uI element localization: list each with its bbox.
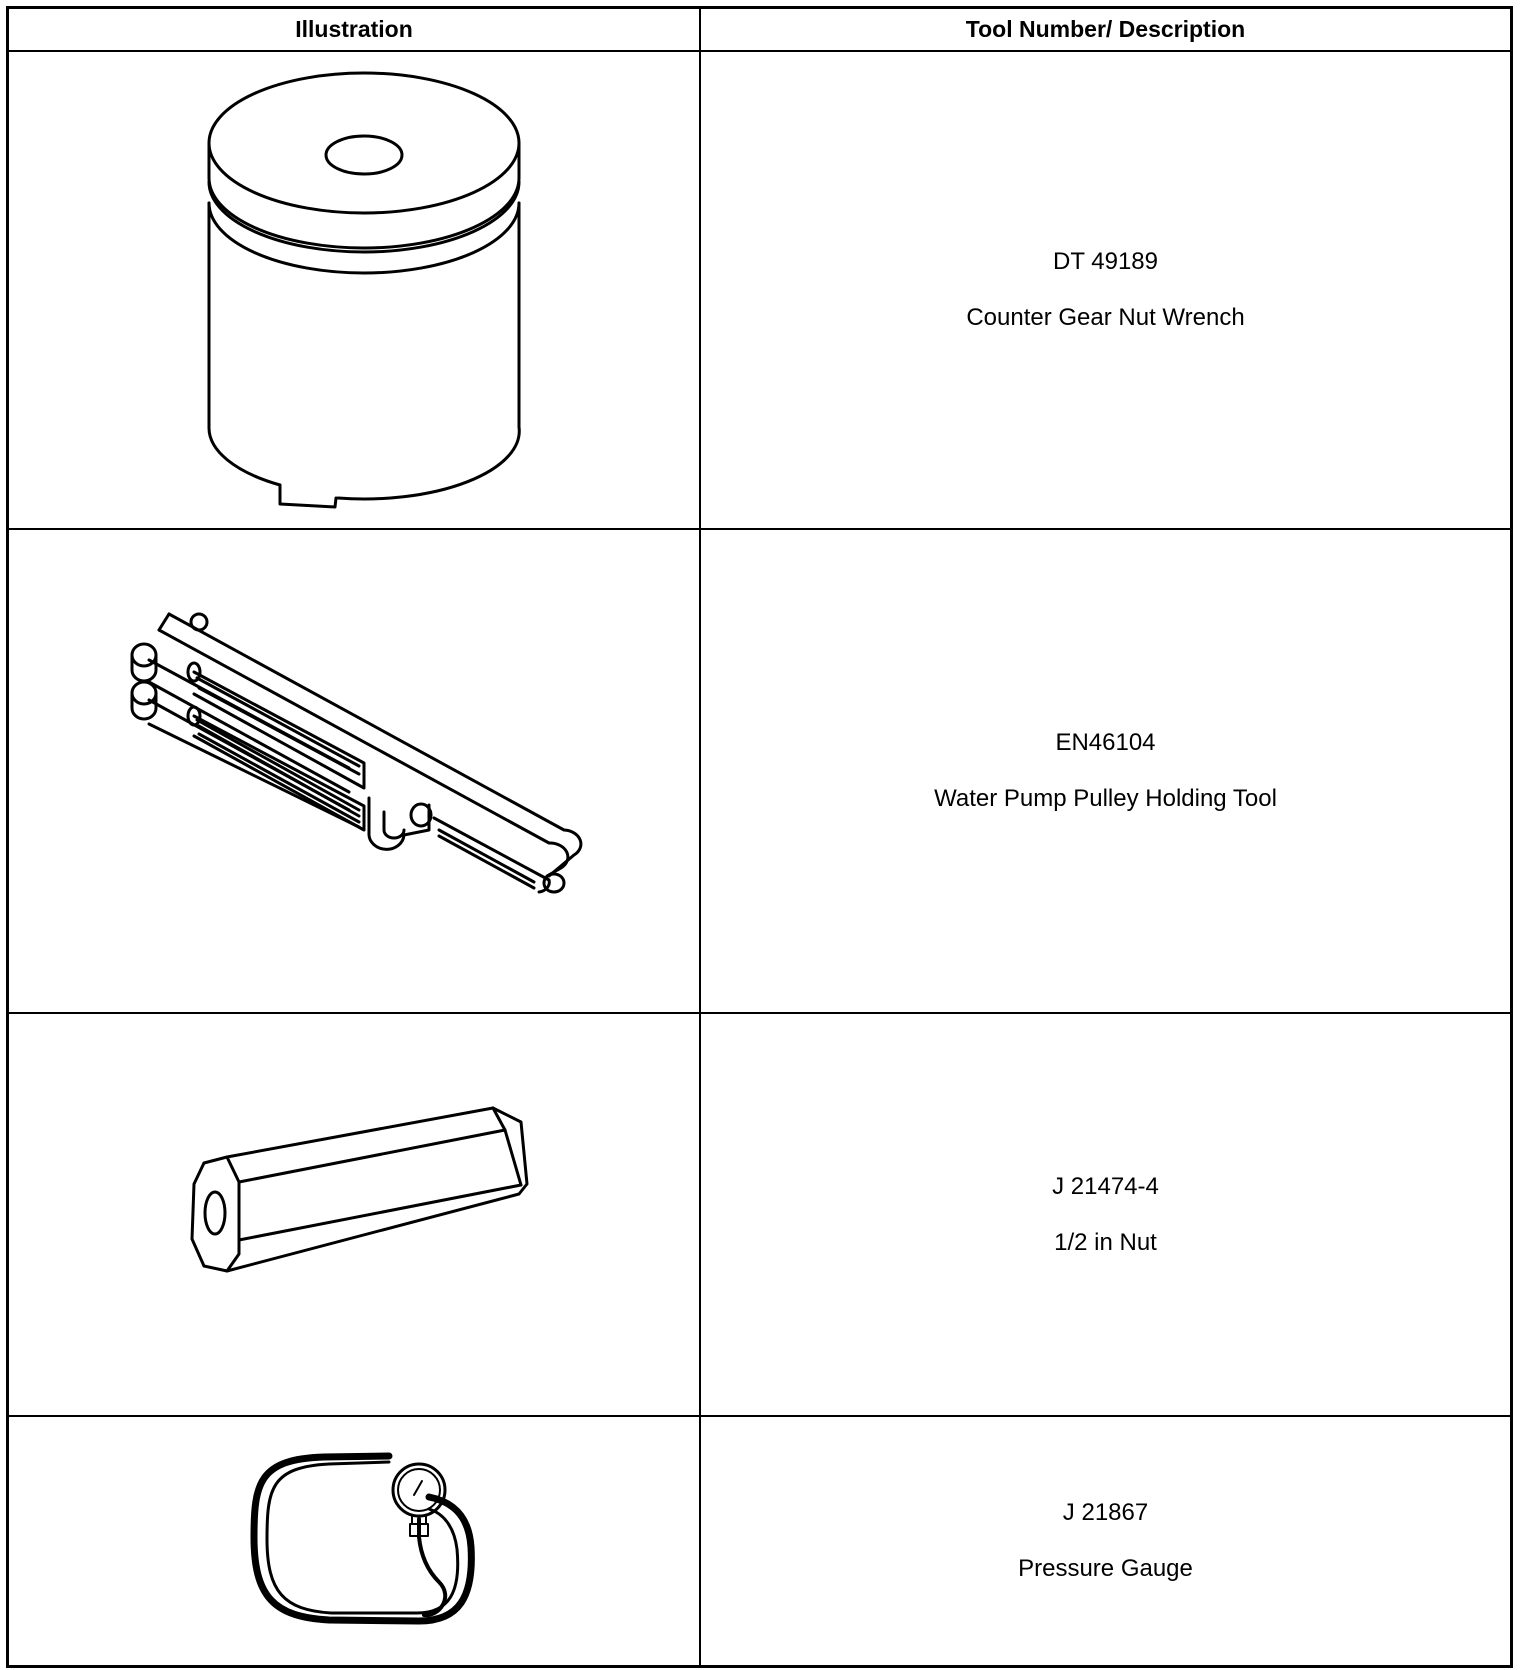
cylindrical-wrench-socket-icon xyxy=(9,52,699,528)
table-row xyxy=(9,1014,1510,1417)
tool-description: 1/2 in Nut xyxy=(1054,1228,1157,1256)
description-cell xyxy=(701,530,1510,1012)
pressure-gauge-icon xyxy=(9,1417,699,1665)
illustration-cell xyxy=(9,1014,699,1415)
description-cell xyxy=(701,1014,1510,1415)
tool-description: Water Pump Pulley Holding Tool xyxy=(934,785,1277,812)
special-tools-table xyxy=(6,6,1513,1668)
hex-nut-icon xyxy=(9,1014,699,1415)
table-row xyxy=(9,1417,1510,1665)
tool-number: EN46104 xyxy=(1055,729,1156,756)
tool-description: Counter Gear Nut Wrench xyxy=(966,304,1245,331)
table-row xyxy=(9,52,1510,530)
description-cell xyxy=(701,52,1510,528)
tool-number: J 21474-4 xyxy=(1052,1172,1159,1200)
table-row xyxy=(9,530,1510,1014)
header-illustration: Illustration xyxy=(295,16,413,42)
tool-description: Pressure Gauge xyxy=(1018,1555,1193,1582)
tool-number: J 21867 xyxy=(1062,1499,1149,1526)
description-cell xyxy=(701,1417,1510,1665)
table-header xyxy=(9,9,1510,52)
illustration-cell xyxy=(9,1417,699,1665)
tool-number: DT 49189 xyxy=(1053,248,1158,275)
header-tool-description: Tool Number/ Description xyxy=(965,16,1246,42)
pulley-holding-tool-icon xyxy=(9,530,699,1012)
illustration-cell xyxy=(9,52,699,528)
illustration-cell xyxy=(9,530,699,1012)
